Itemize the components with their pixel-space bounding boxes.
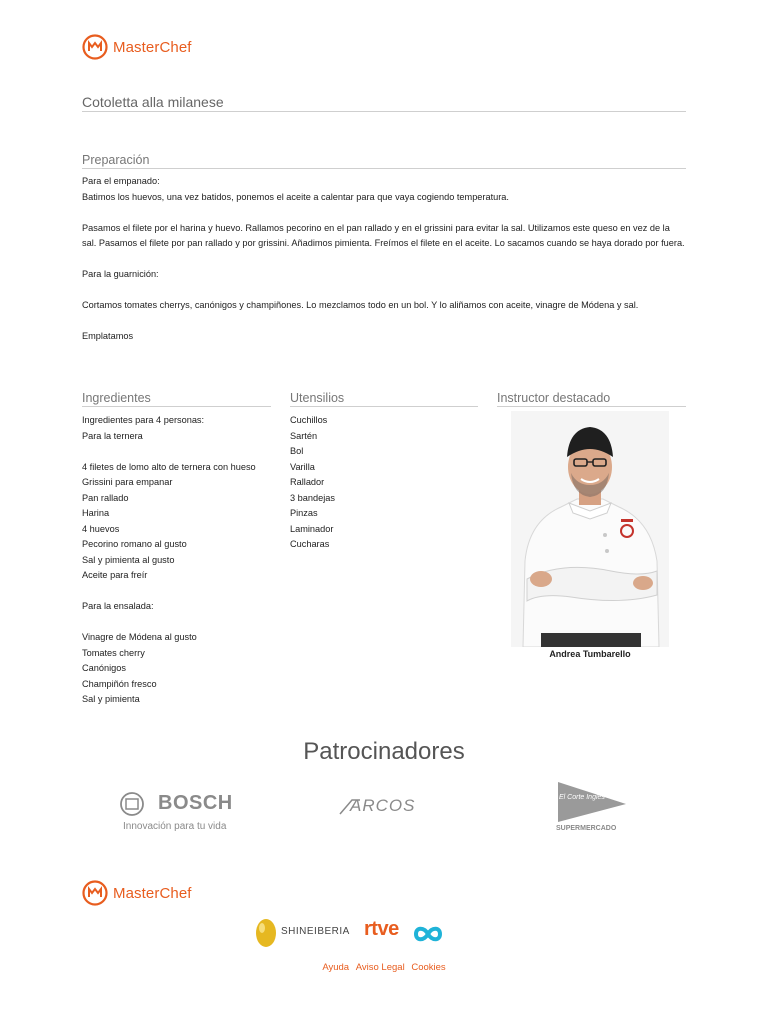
list-item: Varilla: [290, 461, 315, 472]
el-corte-ingles-triangle-icon: [556, 782, 628, 822]
ingredients-heading: Ingredientes: [82, 391, 151, 405]
list-item: Vinagre de Módena al gusto: [82, 632, 197, 642]
list-item: 4 filetes de lomo alto de ternera con hueso: [82, 461, 256, 472]
list-spacer: [82, 444, 271, 460]
arcos-name: ARCOS: [350, 796, 416, 815]
corte-ingles-sub: SUPERMERCADO: [556, 825, 617, 832]
shineiberia-name[interactable]: SHINEIBERIA: [281, 926, 350, 937]
list-item: Laminador: [290, 523, 334, 534]
instructor-name: Andrea Tumbarello: [549, 649, 631, 659]
list-item: Aceite para freír: [82, 570, 148, 580]
masterchef-logo-icon: [82, 34, 108, 60]
utensils-list: [290, 413, 478, 553]
infinity-channel-icon[interactable]: [413, 924, 443, 944]
utensils-heading: Utensilios: [290, 391, 345, 405]
list-item: Cucharas: [290, 539, 330, 549]
list-item: Pan rallado: [82, 492, 129, 503]
preparation-line: Pasamos el filete por el harina y huevo. Rallamos pecorino en el pan rallado y en el grissini para evitar la sal. Utilizamos este queso en vez de la sal. Pasamos el filete por pan rallado y por grissini. Añadimos pimienta. Freímos el filete en el aceite. Lo sacamos cuando se haya dorado por fuera.: [82, 222, 685, 248]
arcos-logo[interactable]: [338, 796, 430, 818]
ingredients-list: [82, 413, 271, 708]
masterchef-logo-top[interactable]: [82, 34, 192, 60]
utensils-divider: [290, 406, 478, 407]
list-item: Rallador: [290, 477, 325, 487]
instructor-heading: Instructor destacado: [497, 391, 611, 405]
preparation-line: Batimos los huevos, una vez batidos, ponemos el aceite a calentar para que vaya cogiendo temperatura.: [82, 191, 509, 202]
title-divider: [82, 111, 686, 112]
partner-logos: [254, 916, 446, 950]
bosch-name: BOSCH: [158, 792, 233, 814]
list-item: Sal y pimienta: [82, 694, 140, 704]
list-item: Sartén: [290, 430, 318, 441]
list-item: Tomates cherry: [82, 647, 145, 658]
ingredients-divider: [82, 406, 271, 407]
legal-notice-link[interactable]: Aviso Legal: [355, 962, 405, 973]
help-link[interactable]: Ayuda: [322, 962, 350, 973]
el-corte-ingles-logo[interactable]: [556, 782, 628, 836]
masterchef-logo-bottom[interactable]: [82, 880, 192, 906]
sponsors-heading: Patrocinadores: [303, 738, 465, 765]
chef-illustration: [511, 411, 669, 647]
list-item: 3 bandejas: [290, 492, 335, 503]
bosch-tagline: Innovación para tu vida: [123, 821, 227, 832]
list-item: Canónigos: [82, 663, 126, 673]
list-item: Para la ternera: [82, 430, 143, 441]
masterchef-logo-icon: [82, 880, 108, 906]
preparation-text: [82, 174, 686, 345]
list-item: Pinzas: [290, 508, 318, 518]
preparation-line: Para la guarnición:: [82, 269, 159, 279]
preparation-line: Emplatamos: [82, 331, 134, 341]
list-item: Sal y pimienta al gusto: [82, 554, 175, 565]
preparation-line: Cortamos tomates cherrys, canónigos y champiñones. Lo mezclamos todo en un bol. Y lo aliñamos con aceite, vinagre de Módena y sal.: [82, 300, 639, 310]
recipe-title: Cotoletta alla milanese: [82, 94, 224, 110]
masterchef-logo-text: MasterChef: [113, 38, 192, 56]
corte-ingles-name: El Corte Inglés: [559, 794, 605, 801]
list-item: Para la ensalada:: [82, 601, 154, 611]
list-item: Ingredientes para 4 personas:: [82, 415, 205, 425]
preparation-line: Para el empanado:: [82, 176, 160, 186]
list-item: Grissini para empanar: [82, 477, 173, 487]
list-spacer: [82, 584, 271, 600]
list-item: Champiñón fresco: [82, 678, 157, 689]
cookies-link[interactable]: Cookies: [411, 962, 446, 973]
list-item: Cuchillos: [290, 415, 328, 425]
shineiberia-egg-icon: [254, 916, 278, 948]
bosch-logo[interactable]: [120, 790, 240, 836]
footer-links: [0, 962, 768, 973]
list-item: 4 huevos: [82, 523, 120, 534]
instructor-divider: [497, 406, 686, 407]
masterchef-logo-text: MasterChef: [113, 884, 192, 902]
list-spacer: [82, 615, 271, 631]
rtve-name[interactable]: rtve: [364, 918, 399, 940]
list-item: Harina: [82, 508, 110, 518]
list-item: Pecorino romano al gusto: [82, 539, 187, 549]
preparation-heading: Preparación: [82, 153, 150, 167]
instructor-photo[interactable]: [511, 411, 669, 647]
preparation-divider: [82, 168, 686, 169]
list-item: Bol: [290, 446, 304, 456]
